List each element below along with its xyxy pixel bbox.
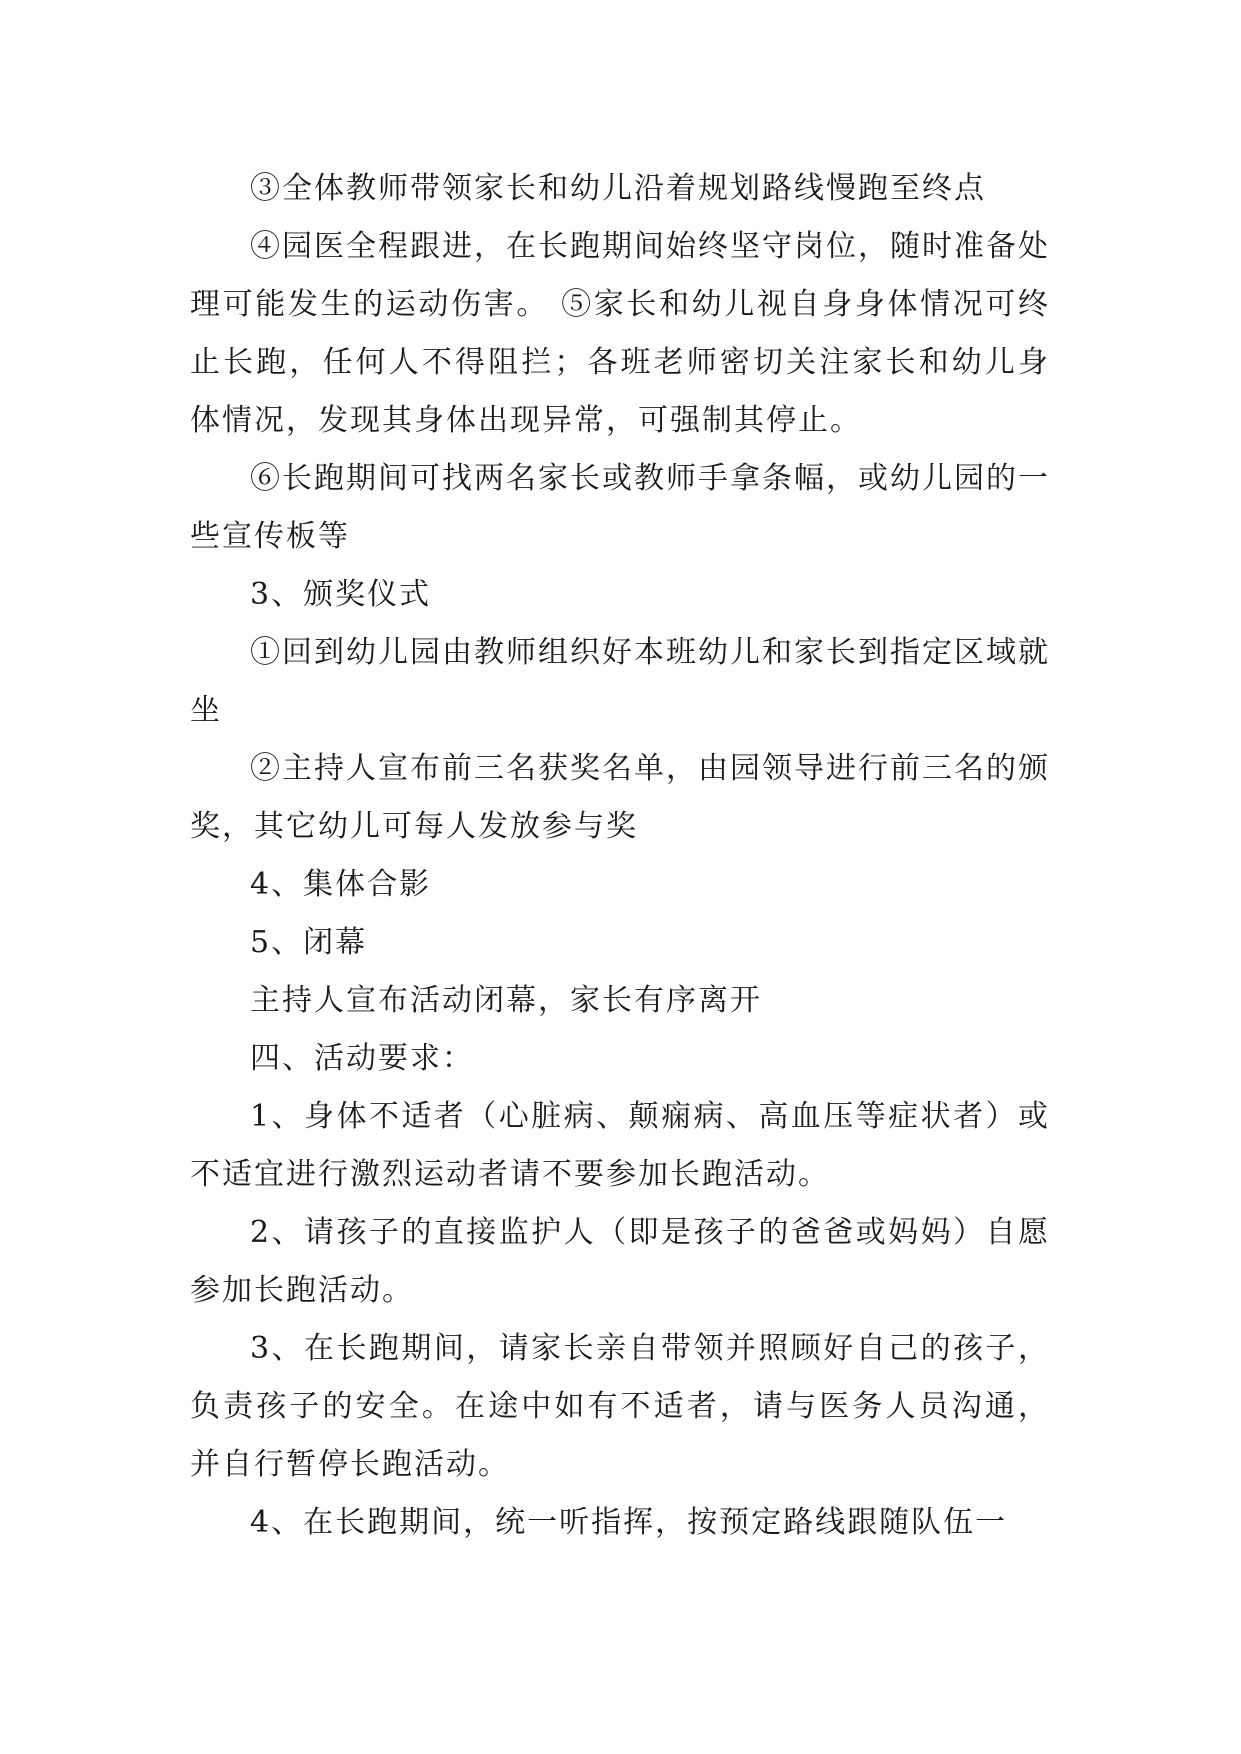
paragraph-requirement-3: 3、在长跑期间，请家长亲自带领并照顾好自己的孩子，负责孩子的安全。在途中如有不适者，请与医务人员沟通，并自行暂停长跑活动。 <box>190 1331 1050 1482</box>
paragraph-award-winners: ②主持人宣布前三名获奖名单，由园领导进行前三名的颁奖，其它幼儿可每人发放参与奖 <box>190 751 1050 844</box>
heading-activity-requirements: 四、活动要求： <box>250 1041 474 1076</box>
paragraph-closing-announcement: 主持人宣布活动闭幕，家长有序离开 <box>250 983 762 1018</box>
paragraph-banner: ⑥长跑期间可找两名家长或教师手拿条幅，或幼儿园的一些宣传板等 <box>190 461 1050 554</box>
heading-award-ceremony: 3、颁奖仪式 <box>250 577 432 612</box>
paragraph-route-run: ③全体教师带领家长和幼儿沿着规划路线慢跑至终点 <box>250 171 986 206</box>
document-body <box>190 160 1050 1552</box>
heading-group-photo: 4、集体合影 <box>250 867 432 902</box>
heading-closing: 5、闭幕 <box>250 925 368 960</box>
paragraph-requirement-1: 1、身体不适者（心脏病、颠痫病、高血压等症状者）或不适宜进行激烈运动者请不要参加长跑活动。 <box>190 1099 1050 1192</box>
paragraph-return-seating: ①回到幼儿园由教师组织好本班幼儿和家长到指定区域就坐 <box>190 635 1050 728</box>
paragraph-medical-and-safety: ④园医全程跟进，在长跑期间始终坚守岗位，随时准备处理可能发生的运动伤害。 ⑤家长和幼儿视自身身体情况可终止长跑，任何人不得阻拦；各班老师密切关注家长和幼儿身体情况，发现其身体出现异常，可强制其停止。 <box>190 229 1050 438</box>
paragraph-requirement-2: 2、请孩子的直接监护人（即是孩子的爸爸或妈妈）自愿参加长跑活动。 <box>190 1215 1050 1308</box>
paragraph-requirement-4: 4、在长跑期间，统一听指挥，按预定路线跟随队伍一 <box>250 1505 1008 1540</box>
